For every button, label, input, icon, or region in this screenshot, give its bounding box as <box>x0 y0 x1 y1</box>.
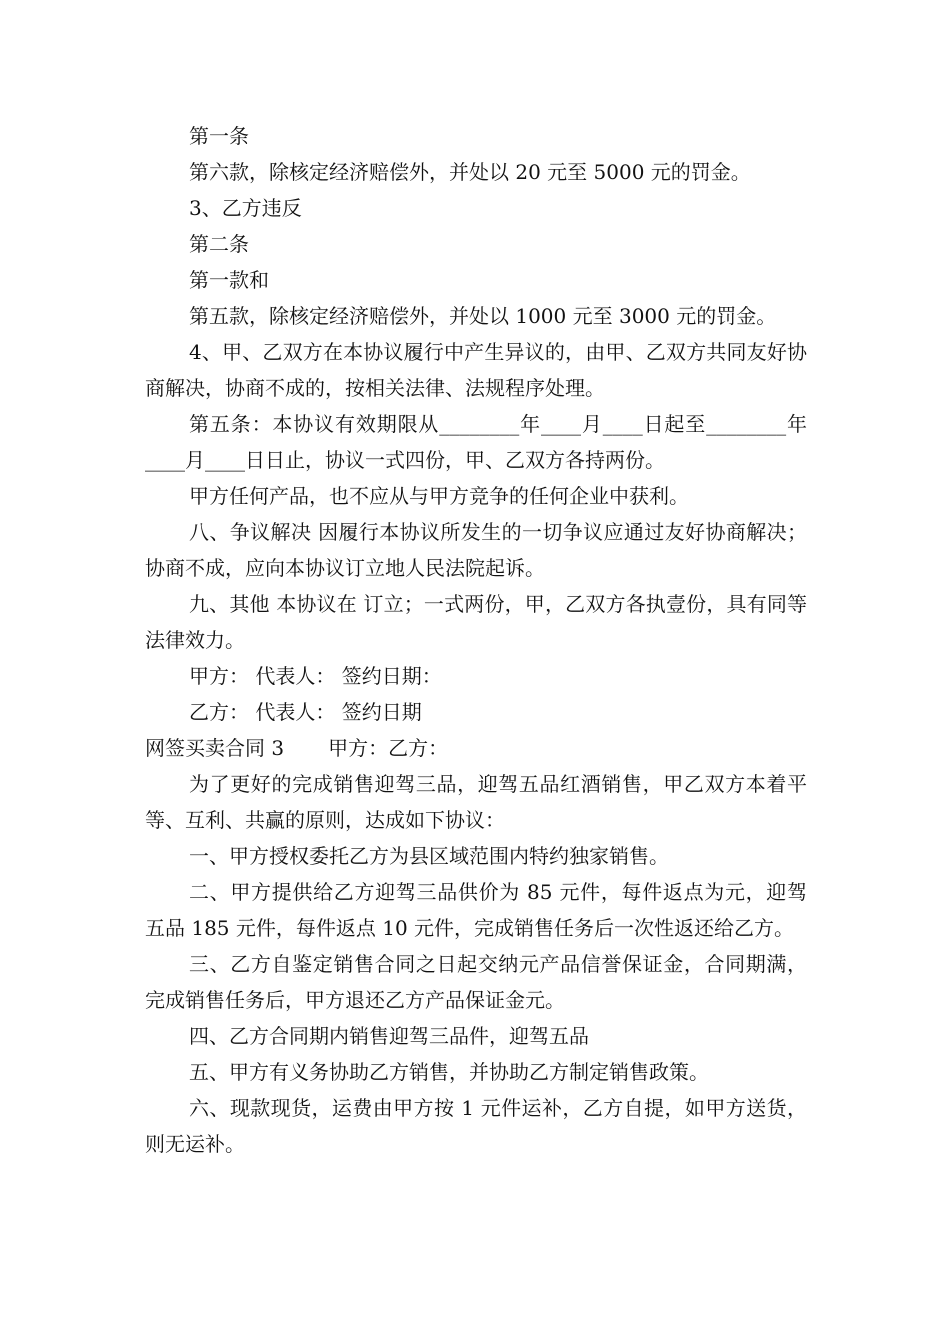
paragraph: 甲方： 代表人： 签约日期： <box>189 664 442 688</box>
paragraph: 第一条 <box>189 124 249 148</box>
paragraph: 三、乙方自鉴定销售合同之日起交纳元产品信誉保证金，合同期满，完成销售任务后，甲方退还乙方产品保证金元。 <box>145 952 807 1012</box>
paragraph: 二、甲方提供给乙方迎驾三品供价为 85 元件，每件返点为元，迎驾五品 185 元件，每件返点 10 元件，完成销售任务后一次性返还给乙方。 <box>145 880 807 940</box>
contract-parties: 甲方：乙方： <box>328 736 449 760</box>
paragraph: 乙方： 代表人： 签约日期 <box>189 700 422 724</box>
paragraph: 甲方任何产品，也不应从与甲方竞争的任何企业中获利。 <box>189 484 689 508</box>
contract-heading <box>145 730 807 766</box>
paragraph: 第六款，除核定经济赔偿外，并处以 20 元至 5000 元的罚金。 <box>189 160 751 184</box>
paragraph: 3、乙方违反 <box>189 196 302 220</box>
paragraph: 第二条 <box>189 232 249 256</box>
paragraph: 第五款，除核定经济赔偿外，并处以 1000 元至 3000 元的罚金。 <box>189 304 777 328</box>
paragraph: 四、乙方合同期内销售迎驾三品件，迎驾五品 <box>189 1024 589 1048</box>
paragraph: 第一款和 <box>189 268 269 292</box>
document-page <box>145 118 807 1162</box>
paragraph: 八、争议解决 因履行本协议所发生的一切争议应通过友好协商解决；协商不成，应向本协议订立地人民法院起诉。 <box>145 520 807 580</box>
paragraph: 九、其他 本协议在 订立；一式两份，甲，乙双方各执壹份，具有同等法律效力。 <box>145 592 807 652</box>
contract-title: 网签买卖合同 3 <box>145 736 285 760</box>
paragraph: 一、甲方授权委托乙方为县区域范围内特约独家销售。 <box>189 844 669 868</box>
paragraph: 五、甲方有义务协助乙方销售，并协助乙方制定销售政策。 <box>189 1060 709 1084</box>
paragraph: 六、现款现货，运费由甲方按 1 元件运补，乙方自提，如甲方送货，则无运补。 <box>145 1096 807 1156</box>
paragraph: 第五条：本协议有效期限从________年____月____日起至________年____月____日日止，协议一式四份，甲、乙双方各持两份。 <box>145 412 807 472</box>
paragraph: 为了更好的完成销售迎驾三品，迎驾五品红酒销售，甲乙双方本着平等、互利、共赢的原则，达成如下协议： <box>145 772 807 832</box>
paragraph: 4、甲、乙双方在本协议履行中产生异议的，由甲、乙双方共同友好协商解决，协商不成的，按相关法律、法规程序处理。 <box>145 340 807 400</box>
